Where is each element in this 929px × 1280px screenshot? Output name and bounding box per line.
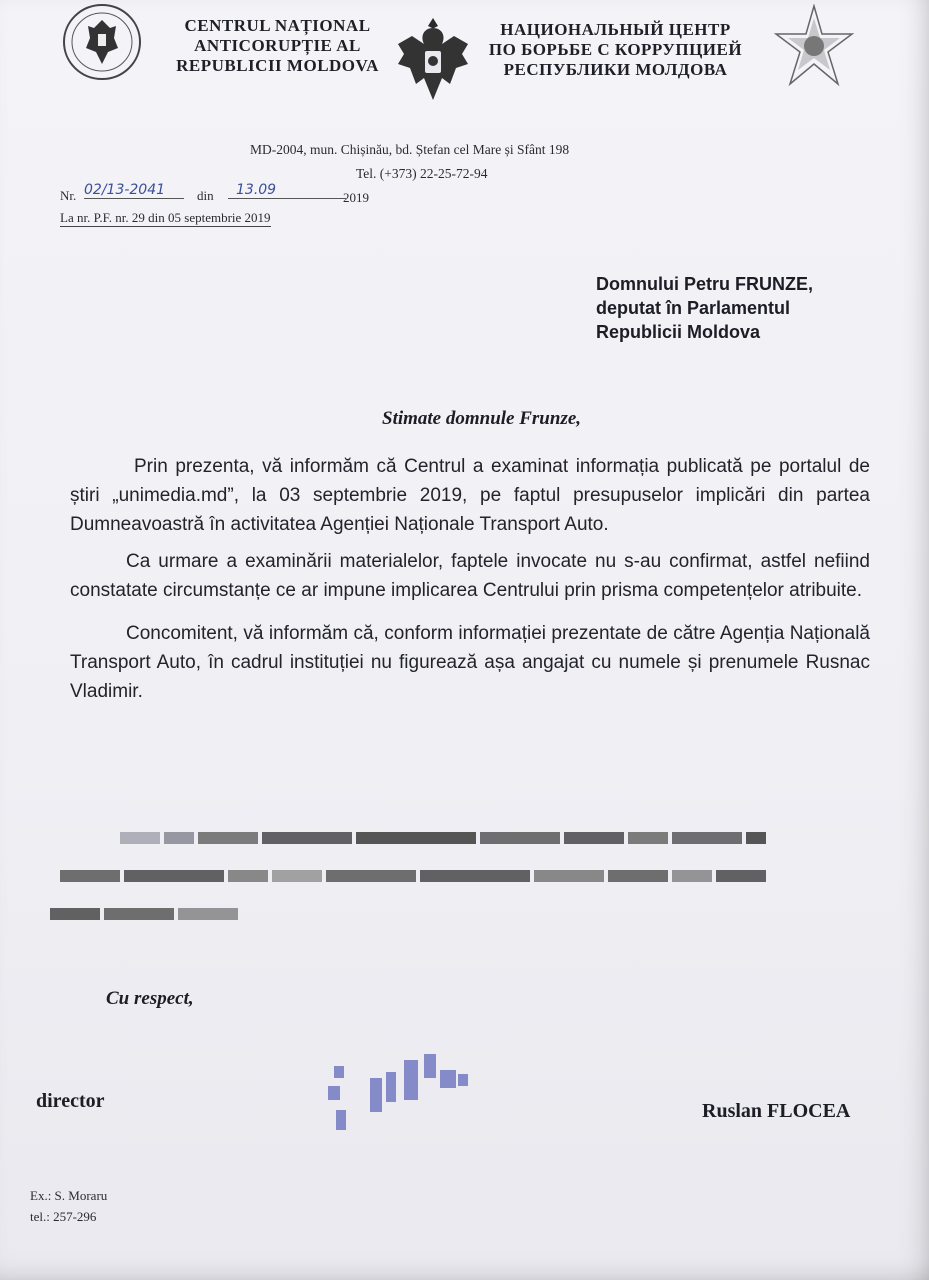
handwritten-signature-icon — [320, 1050, 480, 1135]
paragraph-3: Concomitent, vă informăm că, conform informației prezentate de către Agenția Națională Transport Auto, în cadrul instituției nu figurează așa angajat cu numele și prenumele Rusnac Vladimir. — [70, 623, 870, 702]
reply-reference: La nr. P.F. nr. 29 din 05 septembrie 2019 — [60, 210, 271, 225]
signatory-name: Ruslan FLOCEA — [702, 1100, 851, 1122]
header-ru-line: РЕСПУБЛИКИ МОЛДОВА — [503, 60, 728, 79]
header-ru-line: НАЦИОНАЛЬНЫЙ ЦЕНТР — [500, 20, 731, 39]
reference-line — [60, 182, 380, 210]
addressee-line: Republicii Moldova — [596, 322, 761, 342]
paragraph-1: Prin prezenta, vă informăm că Centrul a examinat informația publicată pe portalul de știri „unimedia.md”, la 03 septembrie 2019, pe faptul presupuselor implicări din partea Dumneavoastră în activitatea Agenției Naționale Transport Auto. — [70, 456, 870, 535]
header-ro-line: CENTRUL NAȚIONAL — [184, 16, 371, 35]
header-ro-line: ANTICORUPȚIE AL — [194, 36, 361, 55]
year: 2019 — [343, 190, 369, 205]
cna-seal-icon — [60, 2, 144, 82]
letter-body — [70, 452, 870, 706]
header-ru — [478, 20, 753, 80]
executor-tel: tel.: 257-296 — [30, 1209, 97, 1224]
institution-address: MD-2004, mun. Chișinău, bd. Ștefan cel Mare și Sfânt 198 — [250, 142, 570, 157]
executor: Ex.: S. Moraru — [30, 1188, 108, 1203]
header-ru-line: ПО БОРЬБЕ С КОРРУПЦИЕЙ — [488, 40, 743, 59]
paragraph-2: Ca urmare a examinării materialelor, faptele invocate nu s-au confirmat, astfel nefiind constatate circumstanțe ce ar impune implicarea Centrului prin prisma competențelor atribuite. — [70, 551, 870, 601]
din-label: din — [197, 188, 214, 203]
institution-phone: Tel. (+373) 22-25-72-94 — [356, 166, 488, 181]
closing: Cu respect, — [106, 988, 194, 1009]
nr-label: Nr. — [60, 188, 77, 203]
star-emblem-icon — [772, 4, 856, 88]
salutation: Stimate domnule Frunze, — [382, 408, 582, 429]
date-value: 13.09 — [228, 182, 346, 199]
addressee-line: deputat în Parlamentul — [596, 298, 791, 318]
nr-value: 02/13-2041 — [84, 182, 184, 199]
addressee-line: Domnului Petru FRUNZE, — [596, 274, 813, 294]
header-ro-line: REPUBLICII MOLDOVA — [176, 56, 379, 75]
addressee-block — [596, 272, 813, 344]
header-ro — [160, 16, 395, 76]
signatory-title: director — [36, 1090, 105, 1112]
coat-of-arms-icon — [394, 14, 472, 106]
redacted-paragraph — [50, 825, 890, 935]
